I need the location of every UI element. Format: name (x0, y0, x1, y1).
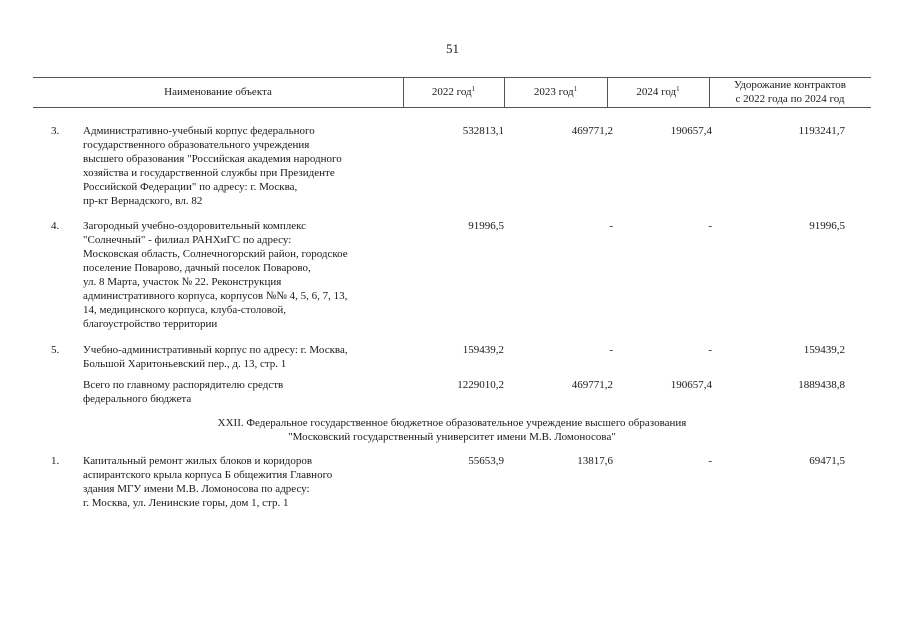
value-increase: 91996,5 (809, 220, 845, 232)
value-increase: 159439,2 (803, 344, 845, 356)
value-2022: 532813,1 (462, 125, 504, 137)
row-number: 1. (51, 455, 60, 467)
value-2023: 13817,6 (577, 455, 613, 467)
header-2022: 2022 год$^1$ (431, 85, 476, 98)
header-2024: 2024 год$^1$ (636, 85, 680, 98)
total-2022: 1229010,2 (457, 379, 504, 391)
row-number: 4. (51, 220, 60, 232)
value-2024: - (708, 344, 712, 356)
value-2024: - (708, 220, 712, 232)
value-increase: 69471,5 (809, 455, 845, 467)
object-name: Учебно-административный корпус по адресу: г. Москва, Большой Харитоньевский пер., д. 13, стр. 1 (83, 344, 348, 370)
row-number: 5. (51, 344, 60, 356)
header-contract-increase: Удорожание контрактов с 2022 года по 2024 год (733, 79, 846, 105)
page-number: 51 (446, 41, 459, 56)
table-header-bottom-rule (33, 107, 871, 108)
value-2022: 159439,2 (462, 344, 504, 356)
object-name: Капитальный ремонт жилых блоков и коридоров аспирантского крыла корпуса Б общежития Главного здания МГУ имени М.В. Ломоносова по адресу: г. Москва, ул. Ленинские горы, дом 1, стр. 1 (83, 455, 333, 509)
total-label: Всего по главному распорядителю средств федерального бюджета (83, 379, 284, 405)
header-object-name: Наименование объекта (164, 86, 272, 98)
value-2023: - (609, 220, 613, 232)
value-2023: 469771,2 (571, 125, 613, 137)
total-2023: 469771,2 (571, 379, 613, 391)
value-2024: - (708, 455, 712, 467)
total-2024: 190657,4 (670, 379, 712, 391)
value-2022: 55653,9 (468, 455, 504, 467)
object-name: Административно-учебный корпус федерального государственного образовательного учреждения высшего образования "Российская академия народного хозяйства и государственной службы при Президенте Российской Федерации" по адресу: г. Москва, пр-кт Вернадского, вл. 82 (83, 125, 342, 207)
section-heading: XXII. Федеральное государственное бюджетное образовательное учреждение высшего образования "Московский государственный университет имени М.В. Ломоносова" (217, 417, 687, 443)
value-2024: 190657,4 (670, 125, 712, 137)
value-2022: 91996,5 (468, 220, 504, 232)
header-2023: 2023 год$^1$ (533, 85, 578, 98)
value-increase: 1193241,7 (798, 125, 845, 137)
row-number: 3. (51, 125, 60, 137)
object-name: Загородный учебно-оздоровительный комплекс "Солнечный" - филиал РАНХиГС по адресу: Московская область, Солнечногорский район, городское поселение Поварово, дачный поселок Поварово, ул. 8 Марта, участок № 22. Реконструкция административного корпуса, корпусов №№ 4, 5, 6, 7, 13, 14, медицинского корпуса, клуба-столовой, благоустройство территории (83, 220, 348, 330)
total-increase: 1889438,8 (798, 379, 845, 391)
value-2023: - (609, 344, 613, 356)
